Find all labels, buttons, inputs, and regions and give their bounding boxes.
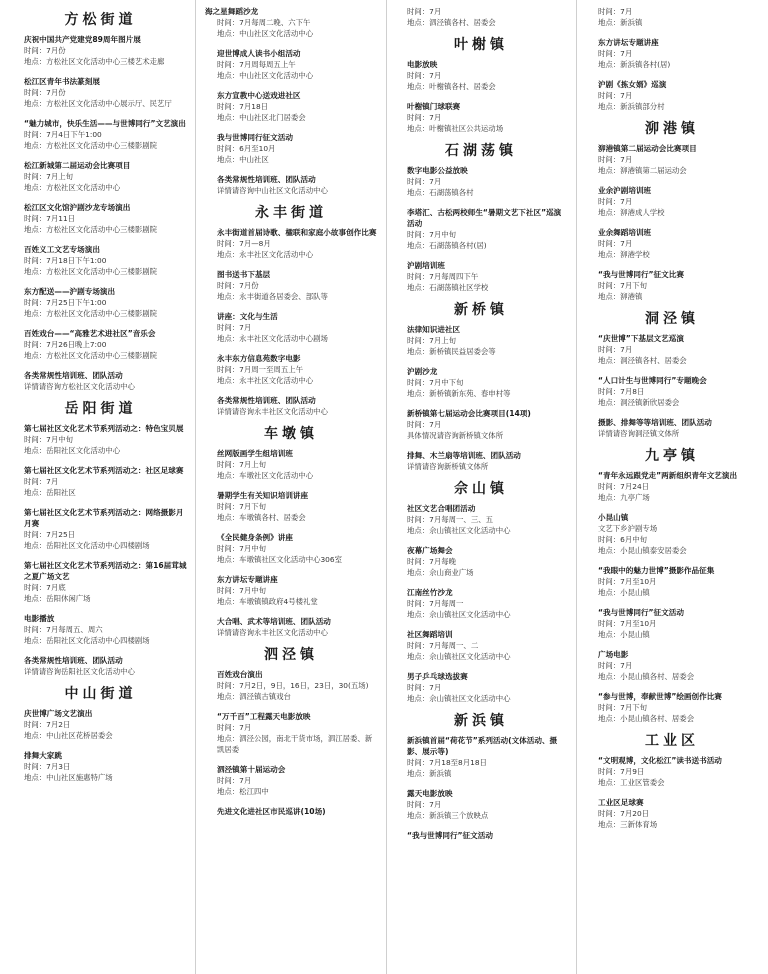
event-detail-line: 时间：7月 <box>598 197 633 206</box>
event-title: “我与世博同行”征文活动 <box>598 608 684 617</box>
event-title: 大合唱、武术等培训班、团队活动 <box>217 617 331 626</box>
event-title: 泗泾镇第十届运动会 <box>217 765 286 774</box>
event-detail-line: 地点：方松社区文化活动中心三楼影剧院 <box>24 351 158 360</box>
event-title: 《全民健身条例》讲座 <box>217 533 293 542</box>
event-detail-line: 地点：新桥镇民益居委会等 <box>407 347 496 356</box>
event-detail-line: 详情请咨询洞泾镇文体所 <box>598 429 680 438</box>
event-item <box>12 613 189 646</box>
event-title: 新浜镇首届“荷花节”系列活动(文体活动、摄影、展示等) <box>407 736 558 756</box>
event-title: 数字电影公益放映 <box>407 166 468 175</box>
event-item <box>586 269 758 302</box>
event-detail-line: 时间：7月周每周五上午 <box>217 60 296 69</box>
event-detail-line: 时间：7月 <box>598 91 633 100</box>
event-title: 沪剧沙龙 <box>407 367 438 376</box>
event-title: 各类常规性培训班、团队活动 <box>217 396 316 405</box>
event-item <box>205 6 377 39</box>
event-title: 庆世博广场文艺演出 <box>24 709 93 718</box>
event-detail-line: 地点：车墩社区文化活动中心 <box>217 471 314 480</box>
event-item <box>586 375 758 408</box>
event-item <box>586 185 758 218</box>
event-detail-line: 地点：小昆山镇各村、居委会 <box>598 714 695 723</box>
event-detail-line: 详情请咨询方松社区文化活动中心 <box>24 382 135 391</box>
event-detail-line: 地点：泗泾镇各村、居委会 <box>407 18 496 27</box>
event-detail-line: 地点：方松社区文化活动中心 <box>24 183 121 192</box>
event-detail-line: 地点：永丰社区文化活动中心 <box>217 376 314 385</box>
event-detail-line: 地点：叶榭镇各村、居委会 <box>407 82 496 91</box>
event-title: 松江区文化馆沪剧沙龙专场演出 <box>24 203 131 212</box>
event-detail-line: 时间：7月每晚 <box>407 557 457 566</box>
section-title: 方松街道 <box>64 12 137 28</box>
event-item <box>395 324 567 357</box>
event-item <box>205 490 377 523</box>
event-item <box>586 37 758 70</box>
event-item <box>586 649 758 682</box>
event-item <box>205 227 377 260</box>
event-title: 夜幕广场舞会 <box>407 546 453 555</box>
event-item <box>395 260 567 293</box>
event-item <box>12 507 189 551</box>
event-item <box>395 207 567 251</box>
event-title: 沪剧培训班 <box>407 261 445 270</box>
event-item <box>395 101 567 134</box>
event-detail-line: 地点：洞泾镇各村、居委会 <box>598 356 687 365</box>
event-detail-line: 地点：新浜镇 <box>407 769 452 778</box>
event-item <box>395 671 567 704</box>
event-item <box>586 79 758 112</box>
section-title: 洞泾镇 <box>645 311 699 327</box>
event-detail-line: 地点：小昆山镇 <box>598 588 650 597</box>
event-title: 东方宣教中心送戏进社区 <box>217 91 301 100</box>
event-item <box>205 669 377 702</box>
event-item <box>205 353 377 386</box>
event-detail-line: 时间：7月份 <box>24 88 66 97</box>
event-detail-line: 时间：7月份 <box>217 281 259 290</box>
event-item <box>586 417 758 439</box>
event-item <box>205 448 377 481</box>
event-title: 业余沪剧培训班 <box>598 186 652 195</box>
event-title: 各类常规性培训班、团队活动 <box>217 175 316 184</box>
event-detail-line: 时间：7月 <box>598 7 633 16</box>
event-item <box>586 227 758 260</box>
event-title: 摄影、排舞等等培训班、团队活动 <box>598 418 712 427</box>
event-detail-line: 时间：7月每周四下午 <box>407 272 479 281</box>
event-detail-line: 时间：7月24日 <box>598 482 650 491</box>
event-title: 松江新城第二届运动会比赛项目 <box>24 161 131 170</box>
event-detail-line: 地点：方松社区文化活动中心三楼影剧院 <box>24 267 158 276</box>
event-detail-line: 地点：石湖荡镇社区学校 <box>407 283 489 292</box>
event-item <box>586 6 758 28</box>
event-detail-line: 详情请咨询永丰社区文化活动中心 <box>217 407 328 416</box>
event-title: 电影播放 <box>24 614 55 623</box>
event-detail-line: 地点：叶榭镇社区公共运动场 <box>407 124 504 133</box>
event-detail-line: 时间：7月 <box>598 49 633 58</box>
event-detail-line: 详情请咨询永丰社区文化活动中心 <box>217 628 328 637</box>
event-detail-line: 地点：佘山镇社区文化活动中心 <box>407 610 511 619</box>
event-detail-line: 时间：7月25日 <box>24 530 76 539</box>
event-detail-line: 时间：7月 <box>407 683 442 692</box>
event-detail-line: 地点：佘山镇社区文化活动中心 <box>407 652 511 661</box>
event-detail-line: 地点：工业区管委会 <box>598 778 665 787</box>
event-title: 排舞大家跳 <box>24 751 62 760</box>
event-title: “魅力城市，快乐生活——与世博同行”文艺演出 <box>24 119 186 128</box>
event-title: 各类常规性培训班、团队活动 <box>24 371 123 380</box>
event-item <box>12 160 189 193</box>
event-item <box>12 750 189 783</box>
event-detail-line: 地点：石湖荡镇各村 <box>407 188 474 197</box>
event-title: “青年永远跟党走”两新组织青年文艺演出 <box>598 471 738 480</box>
event-title: 第七届社区文化艺术节系列活动之：社区足球赛 <box>24 466 184 475</box>
event-detail-line: 时间：7月上旬 <box>217 460 267 469</box>
event-detail-line: 地点：中山社区文化活动中心 <box>217 29 314 38</box>
event-item <box>395 59 567 92</box>
event-detail-line: 地点：方松社区文化活动中心三楼艺术走廊 <box>24 57 165 66</box>
event-detail-line: 时间：7月4日下午1:00 <box>24 130 102 139</box>
event-item <box>12 708 189 741</box>
event-detail-line: 时间：7月底 <box>24 583 66 592</box>
event-detail-line: 时间：7月 <box>598 345 633 354</box>
event-item <box>12 423 189 456</box>
event-item <box>12 76 189 109</box>
event-title: “庆世博”下基层文艺巡演 <box>598 334 684 343</box>
event-detail-line: 时间：7月每周一 <box>407 599 464 608</box>
event-detail-line: 时间：6月中旬 <box>598 535 648 544</box>
event-detail-line: 时间：7月18至8月18日 <box>407 758 487 767</box>
event-title: 东方配送——沪剧专场演出 <box>24 287 116 296</box>
event-detail-line: 时间：7月至10月 <box>598 577 657 586</box>
event-title: 社区文艺合唱团活动 <box>407 504 476 513</box>
event-item <box>395 735 567 779</box>
event-item <box>395 366 567 399</box>
event-item <box>205 616 377 638</box>
event-item <box>205 806 377 817</box>
event-detail-line: 具体情况请咨询新桥镇文体所 <box>407 431 504 440</box>
event-detail-line: 时间：7月至10月 <box>598 619 657 628</box>
event-item <box>586 143 758 176</box>
section-title: 岳阳街道 <box>64 401 137 417</box>
event-detail-line: 时间：7月11日 <box>24 214 76 223</box>
event-detail-line: 时间：7月每周一、三、五 <box>407 515 494 524</box>
event-item <box>12 34 189 67</box>
event-detail-line: 地点：车墩镇镇政府4号楼礼堂 <box>217 597 318 606</box>
column-divider <box>195 0 196 974</box>
event-detail-line: 地点：泗泾公园，南北干货市场，泗江居委、新凯居委 <box>217 734 373 754</box>
event-detail-line: 时间：7月2日，9日，16日，23日，30(五场) <box>217 681 369 690</box>
event-title: 我与世博同行征文活动 <box>217 133 293 142</box>
event-title: 迎世博成人读书小组活动 <box>217 49 301 58</box>
event-item <box>586 470 758 503</box>
event-detail-line: 时间：7月25日下午1:00 <box>24 298 107 307</box>
event-detail-line: 地点：佘山镇社区文化活动中心 <box>407 526 511 535</box>
event-detail-line: 地点：松江四中 <box>217 787 269 796</box>
section-title: 新浜镇 <box>454 713 508 729</box>
event-title: 永丰东方信息苑数字电影 <box>217 354 301 363</box>
event-title: 先进文化进社区市民巡讲(10场) <box>217 807 326 816</box>
event-detail-line: 时间：7月 <box>217 723 252 732</box>
event-detail-line: 时间：7月每周五、周六 <box>24 625 103 634</box>
event-detail-line: 时间：7月3日 <box>24 762 71 771</box>
event-detail-line: 时间：7月周一至周五上午 <box>217 365 304 374</box>
event-detail-line: 地点：小昆山镇各村、居委会 <box>598 672 695 681</box>
event-title: 李塔汇、古松两校师生“暑期文艺下社区”巡演活动 <box>407 208 562 228</box>
event-detail-line: 地点：泖港学校 <box>598 250 650 259</box>
section-title: 佘山镇 <box>454 481 508 497</box>
event-detail-line: 时间：7月18日 <box>217 102 269 111</box>
event-detail-line: 地点：中山社区文化活动中心 <box>217 71 314 80</box>
event-title: 百姓戏台演出 <box>217 670 263 679</box>
event-detail-line: 地点：新浜镇三个放映点 <box>407 811 489 820</box>
event-item <box>12 202 189 235</box>
event-title: “人口计生与世博同行”专题晚会 <box>598 376 707 385</box>
event-detail-line: 文艺下乡沪剧专场 <box>598 524 658 533</box>
event-item <box>205 48 377 81</box>
event-detail-line: 时间：7月—8月 <box>217 239 271 248</box>
event-detail-line: 地点：方松社区文化活动中心三楼影剧院 <box>24 309 158 318</box>
section-title: 新桥镇 <box>454 302 508 318</box>
event-detail-line: 地点：佘山镇社区文化活动中心 <box>407 694 511 703</box>
event-detail-line: 地点：岳阳社区文化活动中心四楼剧场 <box>24 636 150 645</box>
event-detail-line: 时间：7月 <box>598 155 633 164</box>
event-item <box>395 788 567 821</box>
event-item <box>205 269 377 302</box>
event-title: 沪剧《拣女婿》巡演 <box>598 80 667 89</box>
event-item <box>395 587 567 620</box>
event-title: 新桥镇第七届运动会比赛项目(14项) <box>407 409 531 418</box>
event-detail-line: 时间：7月上旬 <box>407 336 457 345</box>
event-detail-line: 时间：7月下旬 <box>598 281 648 290</box>
event-item <box>586 512 758 556</box>
event-title: 丝网版画学生组培训班 <box>217 449 293 458</box>
event-title: 电影放映 <box>407 60 438 69</box>
event-title: “万千百”工程露天电影放映 <box>217 712 311 721</box>
column-4 <box>586 0 758 974</box>
event-detail-line: 地点：中山社区花桥居委会 <box>24 731 113 740</box>
event-detail-line: 地点：中山社区北门居委会 <box>217 113 306 122</box>
section-title: 车墩镇 <box>264 426 318 442</box>
event-title: 东方讲坛专题讲座 <box>217 575 278 584</box>
event-detail-line: 详情请咨询新桥镇文体所 <box>407 462 489 471</box>
event-item <box>586 797 758 830</box>
event-title: 小昆山镇 <box>598 513 629 522</box>
event-title: 暑期学生有关知识培训讲座 <box>217 491 309 500</box>
event-detail-line: 时间：7月 <box>407 71 442 80</box>
event-detail-line: 时间：7月中旬 <box>217 586 267 595</box>
event-item <box>205 132 377 165</box>
event-item <box>12 118 189 151</box>
event-detail-line: 地点：永丰社区文化活动中心 <box>217 250 314 259</box>
event-detail-line: 地点：九亭广场 <box>598 493 650 502</box>
event-item <box>586 755 758 788</box>
event-title: 百姓戏台——“高雅艺术进社区”音乐会 <box>24 329 156 338</box>
event-detail-line: 地点：岳阳社区文化活动中心 <box>24 446 121 455</box>
event-title: 永丰街道首届诗歌、楹联和家庭小故事创作比赛 <box>217 228 377 237</box>
event-detail-line: 时间：7月20日 <box>598 809 650 818</box>
section-title: 九亭镇 <box>645 448 699 464</box>
event-detail-line: 时间：7月 <box>598 239 633 248</box>
event-title: 排舞、木兰扇等培训班、团队活动 <box>407 451 521 460</box>
event-detail-line: 地点：泖港镇第二届运动会 <box>598 166 687 175</box>
event-detail-line: 时间：7月 <box>407 113 442 122</box>
column-divider <box>386 0 387 974</box>
event-detail-line: 详情请咨询岳阳社区文化活动中心 <box>24 667 135 676</box>
event-detail-line: 时间：7月 <box>598 661 633 670</box>
event-detail-line: 时间：7月中旬 <box>24 435 74 444</box>
event-title: 松江区青年书法篆刻展 <box>24 77 100 86</box>
event-detail-line: 地点：新浜镇部分村 <box>598 102 665 111</box>
event-title: 社区舞蹈培训 <box>407 630 453 639</box>
event-item <box>586 607 758 640</box>
event-item <box>586 691 758 724</box>
column-3 <box>395 0 567 974</box>
event-item <box>586 565 758 598</box>
event-title: 露天电影放映 <box>407 789 453 798</box>
event-item <box>12 370 189 392</box>
event-item <box>395 6 567 28</box>
event-title: 图书送书下基层 <box>217 270 271 279</box>
column-2 <box>205 0 377 974</box>
event-item <box>395 545 567 578</box>
event-detail-line: 时间：7月上旬 <box>24 172 74 181</box>
event-title: “参与世博，奉献世博”绘画创作比赛 <box>598 692 722 701</box>
event-title: 江南丝竹沙龙 <box>407 588 453 597</box>
event-detail-line: 时间：7月 <box>407 7 442 16</box>
event-detail-line: 地点：三新体育场 <box>598 820 658 829</box>
event-detail-line: 地点：车墩镇社区文化活动中心306室 <box>217 555 342 564</box>
event-title: 海之星舞蹈沙龙 <box>205 7 259 16</box>
event-item <box>205 395 377 417</box>
event-title: 工业区足球赛 <box>598 798 644 807</box>
event-title: 泖港镇第二届运动会比赛项目 <box>598 144 697 153</box>
event-detail-line: 时间：7月8日 <box>598 387 645 396</box>
column-divider <box>576 0 577 974</box>
event-detail-line: 地点：泖港镇 <box>598 292 643 301</box>
section-title: 叶榭镇 <box>454 37 508 53</box>
event-title: “我与世博同行”征文活动 <box>407 831 493 840</box>
event-title: “我与世博同行”征文比赛 <box>598 270 684 279</box>
event-detail-line: 地点：中山社区 <box>217 155 269 164</box>
event-title: 各类常规性培训班、团队活动 <box>24 656 123 665</box>
event-title: 叶榭镇门球联赛 <box>407 102 461 111</box>
event-title: 第七届社区文化艺术节系列活动之：网络摄影月月赛 <box>24 508 184 528</box>
section-title: 永丰街道 <box>255 205 327 221</box>
event-detail-line: 地点：泖港成人学校 <box>598 208 665 217</box>
event-detail-line: 时间：7月下旬 <box>217 502 267 511</box>
event-detail-line: 地点：小昆山镇 <box>598 630 650 639</box>
event-title: “我眼中的魅力世博”摄影作品征集 <box>598 566 715 575</box>
event-detail-line: 地点：车墩镇各村、居委会 <box>217 513 306 522</box>
event-detail-line: 地点：中山社区施惠特广场 <box>24 773 113 782</box>
section-title: 工业区 <box>645 733 699 749</box>
event-item <box>395 450 567 472</box>
event-title: 男子乒乓球选拔赛 <box>407 672 468 681</box>
event-item <box>395 629 567 662</box>
event-detail-line: 地点：新浜镇各村(居) <box>598 60 671 69</box>
event-item <box>12 560 189 604</box>
event-detail-line: 地点：岳阳社区 <box>24 488 76 497</box>
event-detail-line: 时间：7月 <box>217 323 252 332</box>
event-detail-line: 时间：7月26日晚上7:00 <box>24 340 107 349</box>
event-item <box>205 90 377 123</box>
event-detail-line: 地点：泗泾镇古镇戏台 <box>217 692 291 701</box>
event-title: 广场电影 <box>598 650 629 659</box>
event-detail-line: 地点：方松社区文化活动中心三楼影剧院 <box>24 225 158 234</box>
event-title: 讲座：文化与生活 <box>217 312 278 321</box>
event-detail-line: 时间：7月 <box>407 177 442 186</box>
event-detail-line: 时间：7月 <box>24 477 59 486</box>
event-title: 百姓义工文艺专场演出 <box>24 245 100 254</box>
event-detail-line: 时间：7月2日 <box>24 720 71 729</box>
event-item <box>586 333 758 366</box>
event-detail-line: 地点：方松社区文化活动中心展示厅、民艺厅 <box>24 99 172 108</box>
event-item <box>205 711 377 755</box>
event-item <box>12 286 189 319</box>
event-title: 庆祝中国共产党建党89周年图片展 <box>24 35 141 44</box>
event-item <box>395 503 567 536</box>
event-item <box>12 655 189 677</box>
event-item <box>205 532 377 565</box>
event-item <box>205 311 377 344</box>
section-title: 泖港镇 <box>645 121 699 137</box>
section-title: 泗泾镇 <box>264 647 318 663</box>
event-detail-line: 地点：永丰街道各居委会、部队等 <box>217 292 328 301</box>
event-detail-line: 地点：岳阳休闲广场 <box>24 594 91 603</box>
event-title: 第七届社区文化艺术节系列活动之：第16届茸城之夏广场文艺 <box>24 561 187 581</box>
event-detail-line: 地点：岳阳社区文化活动中心四楼剧场 <box>24 541 150 550</box>
event-detail-line: 时间：6月至10月 <box>217 144 276 153</box>
event-detail-line: 地点：小昆山镇泰安居委会 <box>598 546 687 555</box>
event-detail-line: 地点：永丰社区文化活动中心剧场 <box>217 334 328 343</box>
event-detail-line: 时间：7月中旬 <box>217 544 267 553</box>
section-title: 石湖荡镇 <box>445 143 517 159</box>
event-detail-line: 时间：7月中下旬 <box>407 378 464 387</box>
event-detail-line: 时间：7月 <box>217 776 252 785</box>
event-item <box>12 465 189 498</box>
event-title: 东方讲坛专题讲座 <box>598 38 659 47</box>
event-detail-line: 时间：7月 <box>407 420 442 429</box>
event-detail-line: 时间：7月18日下午1:00 <box>24 256 107 265</box>
event-title: 业余舞蹈培训班 <box>598 228 652 237</box>
event-title: 法律知识进社区 <box>407 325 461 334</box>
event-item <box>205 174 377 196</box>
event-item <box>12 244 189 277</box>
event-item <box>205 574 377 607</box>
event-detail-line: 时间：7月每周一、二 <box>407 641 479 650</box>
event-title: “文明观博，文化松江”读书送书活动 <box>598 756 722 765</box>
section-title: 中山街道 <box>64 686 137 702</box>
event-title: 第七届社区文化艺术节系列活动之：特色宝贝展 <box>24 424 184 433</box>
event-detail-line: 时间：7月9日 <box>598 767 645 776</box>
event-detail-line: 地点：新浜镇 <box>598 18 643 27</box>
column-1 <box>12 0 189 974</box>
event-item <box>395 408 567 441</box>
event-item <box>12 328 189 361</box>
event-detail-line: 时间：7月下旬 <box>598 703 648 712</box>
event-item <box>395 165 567 198</box>
event-detail-line: 详情请咨询中山社区文化活动中心 <box>217 186 328 195</box>
event-detail-line: 时间：7月每周二晚、六下午 <box>217 18 311 27</box>
event-detail-line: 时间：7月 <box>407 800 442 809</box>
event-detail-line: 地点：方松社区文化活动中心三楼影剧院 <box>24 141 158 150</box>
event-item <box>205 764 377 797</box>
event-detail-line: 地点：洞泾镇新欣居委会 <box>598 398 680 407</box>
event-detail-line: 地点：佘山商业广场 <box>407 568 474 577</box>
event-detail-line: 地点：石湖荡镇各村(居) <box>407 241 487 250</box>
event-detail-line: 时间：7月份 <box>24 46 66 55</box>
event-detail-line: 时间：7月中旬 <box>407 230 457 239</box>
event-detail-line: 地点：新桥镇新东苑、春申村等 <box>407 389 511 398</box>
event-item <box>395 830 567 841</box>
